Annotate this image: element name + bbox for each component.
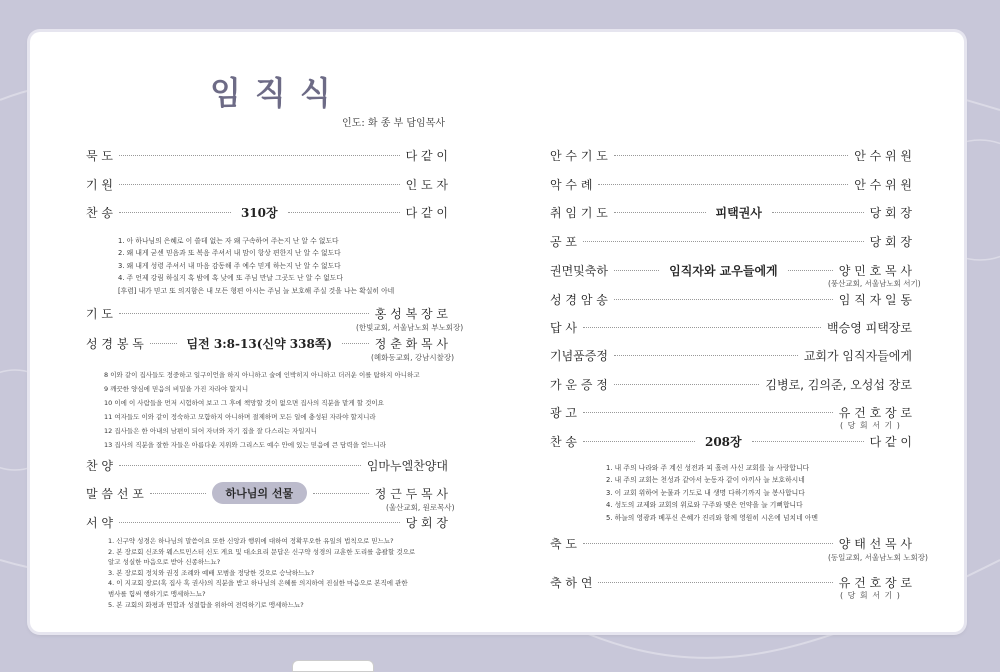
order-proclamation: 공 포 당 회 장 xyxy=(550,234,912,249)
vow-line: 범사를 힘써 행하기로 맹세하느뇨? xyxy=(108,589,206,598)
page-title: 임직식 xyxy=(210,74,345,112)
order-sermon: 말 씀 선 포 하나님의 선물 정 근 두 목 사 xyxy=(86,484,448,502)
order-installation-prayer: 취 임 기 도 피택권사 당 회 장 xyxy=(550,205,912,220)
prayer-affiliation: (한빛교회, 서울남노회 부노회장) xyxy=(356,323,464,332)
order-scripture-recitation: 성 경 암 송 임 직 자 일 동 xyxy=(550,292,912,307)
order-invocation: 기 원 인 도 자 xyxy=(86,177,448,192)
benediction-affiliation: (동일교회, 서울남노회 노회장) xyxy=(828,553,928,562)
order-gown: 가 운 증 정 김병로, 김의준, 오성섭 장로 xyxy=(550,377,912,392)
order-reception: 축 하 연 유 건 호 장 로 xyxy=(550,575,912,590)
vow-line: 3. 본 장로회 정치와 권징 조례와 예배 모범을 정당한 것으로 승낙하느뇨? xyxy=(108,568,315,577)
lyric-line: 3. 이 교회 위하여 눈물과 기도로 내 생명 다하기까지 늘 봉사합니다 xyxy=(606,488,805,497)
announcements-role: ( 당 회 서 기 ) xyxy=(840,421,901,430)
exhortation-affiliation: (풍산교회, 서울남노회 서기) xyxy=(828,279,921,288)
order-gift: 기념품증정 교회가 임직자들에게 xyxy=(550,348,912,363)
order-anthem: 찬 양 임마누엘찬양대 xyxy=(86,458,448,473)
lyric-line: 4. 주 언제 강림 하실지 혹 밤에 혹 낮에 또 주님 만날 그곳도 난 알 수 없도다 xyxy=(118,274,343,283)
order-response: 답 사 백승영 피택장로 xyxy=(550,320,912,335)
officiant: 인도: 화 종 부 담임목사 xyxy=(342,118,446,129)
reception-role: ( 당 회 서 기 ) xyxy=(840,591,901,600)
program-sheet xyxy=(30,32,964,632)
lyric-line: 3. 왜 내게 성령 주셔서 내 마음 감동해 주 예수 믿게 하는지 난 알 수 없도다 xyxy=(118,261,341,270)
lyric-line: 2. 왜 내게 굳센 믿음과 또 복음 주셔서 내 맘이 항상 편한지 난 알 수 없도다 xyxy=(118,249,341,258)
vow-line: 1. 신구약 성경은 하나님의 말씀이요 또한 신앙과 행위에 대하여 정확무오한 유일의 법칙으로 믿느뇨? xyxy=(108,537,394,545)
order-benediction: 축 도 양 태 선 목 사 xyxy=(550,536,912,551)
verse: 10 이에 이 사람들을 먼저 시험하여 보고 그 후에 책망할 것이 없으면 집사의 직분을 맡게 할 것이요 xyxy=(104,399,384,407)
order-hymn-208: 찬 송 208장 다 같 이 xyxy=(550,434,912,449)
order-hymn-310: 찬 송 310장 다 같 이 xyxy=(86,205,448,220)
order-announcements: 광 고 유 건 호 장 로 xyxy=(550,405,912,420)
hymn-208-lyrics xyxy=(606,462,818,524)
order-exhortation: 권면및축하 임직자와 교우들에게 양 민 호 목 사 xyxy=(550,263,913,278)
order-silent-prayer: 묵 도 다 같 이 xyxy=(86,148,448,163)
vow-line: 5. 본 교회의 화평과 연합과 성결함을 위하여 전력하기로 맹세하느뇨? xyxy=(108,600,304,609)
hymn-310-lyrics xyxy=(118,235,394,297)
verse: 11 여자들도 이와 같이 정숙하고 모함하지 아니하며 절제하며 모든 일에 충성된 자라야 할지니라 xyxy=(104,413,376,421)
sermon-affiliation: (울산교회, 원로목사) xyxy=(386,503,455,512)
scripture-text xyxy=(104,368,420,452)
lyric-line: 2. 내 주의 교회는 천성과 같아서 눈동자 같이 아끼사 늘 보호하시네 xyxy=(606,476,805,485)
verse: 8 이와 같이 집사들도 정중하고 일구이언을 하지 아니하고 술에 인박히지 아니하고 더러운 이를 탐하지 아니하고 xyxy=(104,371,420,379)
vow-line: 2. 본 장로회 신조와 웨스트민스터 신도 게요 및 대소요리 문답은 신구약 성경의 교훈한 도리를 총괄할 것으로 xyxy=(108,547,416,556)
vow-line: 4. 이 지교회 장로(혹 집사 혹 권사)의 직분을 받고 하나님의 은혜를 의지하여 진실한 마음으로 본직에 관한 xyxy=(108,579,408,588)
verse: 9 깨끗한 양심에 믿음의 비밀을 가진 자라야 할지니 xyxy=(104,385,249,393)
sermon-title-badge: 하나님의 선물 xyxy=(212,482,308,504)
lyric-line: 4. 성도의 교제와 교회의 위로와 구주와 맺은 언약을 늘 기뻐합니다 xyxy=(606,501,803,510)
lyric-line: 5. 하늘의 영광과 베푸신 은혜가 진리와 함께 영원히 시온에 넘치네 아멘 xyxy=(606,513,818,522)
page-tab xyxy=(292,660,374,672)
lyric-line: 1. 내 주의 나라와 주 계신 성전과 피 흘려 사신 교회를 늘 사랑합니다 xyxy=(606,464,810,472)
verse: 13 집사의 직분을 잘한 자들은 아름다운 지위와 그리스도 예수 안에 있는 믿음에 큰 담력을 얻느니라 xyxy=(104,441,387,449)
vow-line: 알고 성실한 마음으로 받아 신종하느뇨? xyxy=(108,558,221,567)
order-scripture-reading: 성 경 봉 독 딤전 3:8-13(신약 338쪽) 정 춘 화 목 사 xyxy=(86,336,448,351)
order-prayer: 기 도 홍 성 복 장 로 xyxy=(86,306,448,321)
vow-questions xyxy=(108,536,415,610)
order-handshake: 악 수 례 안 수 위 원 xyxy=(550,177,912,192)
lyric-line: 1. 아 하나님의 은혜로 이 쓸데 없는 자 왜 구속하여 주는지 난 알 수 없도다 xyxy=(118,237,339,245)
order-ordination-prayer: 안 수 기 도 안 수 위 원 xyxy=(550,148,912,163)
verse: 12 집사들은 한 아내의 남편이 되어 자녀와 자기 집을 잘 다스리는 자일지니 xyxy=(104,427,318,435)
reading-affiliation: (혜화동교회, 강남시찰장) xyxy=(371,353,455,362)
order-vows: 서 약 당 회 장 xyxy=(86,515,448,530)
lyric-line: [후렴] 내가 믿고 또 의지함은 내 모든 형편 아시는 주님 늘 보호해 주실 것을 나는 확실히 아네 xyxy=(118,286,395,295)
